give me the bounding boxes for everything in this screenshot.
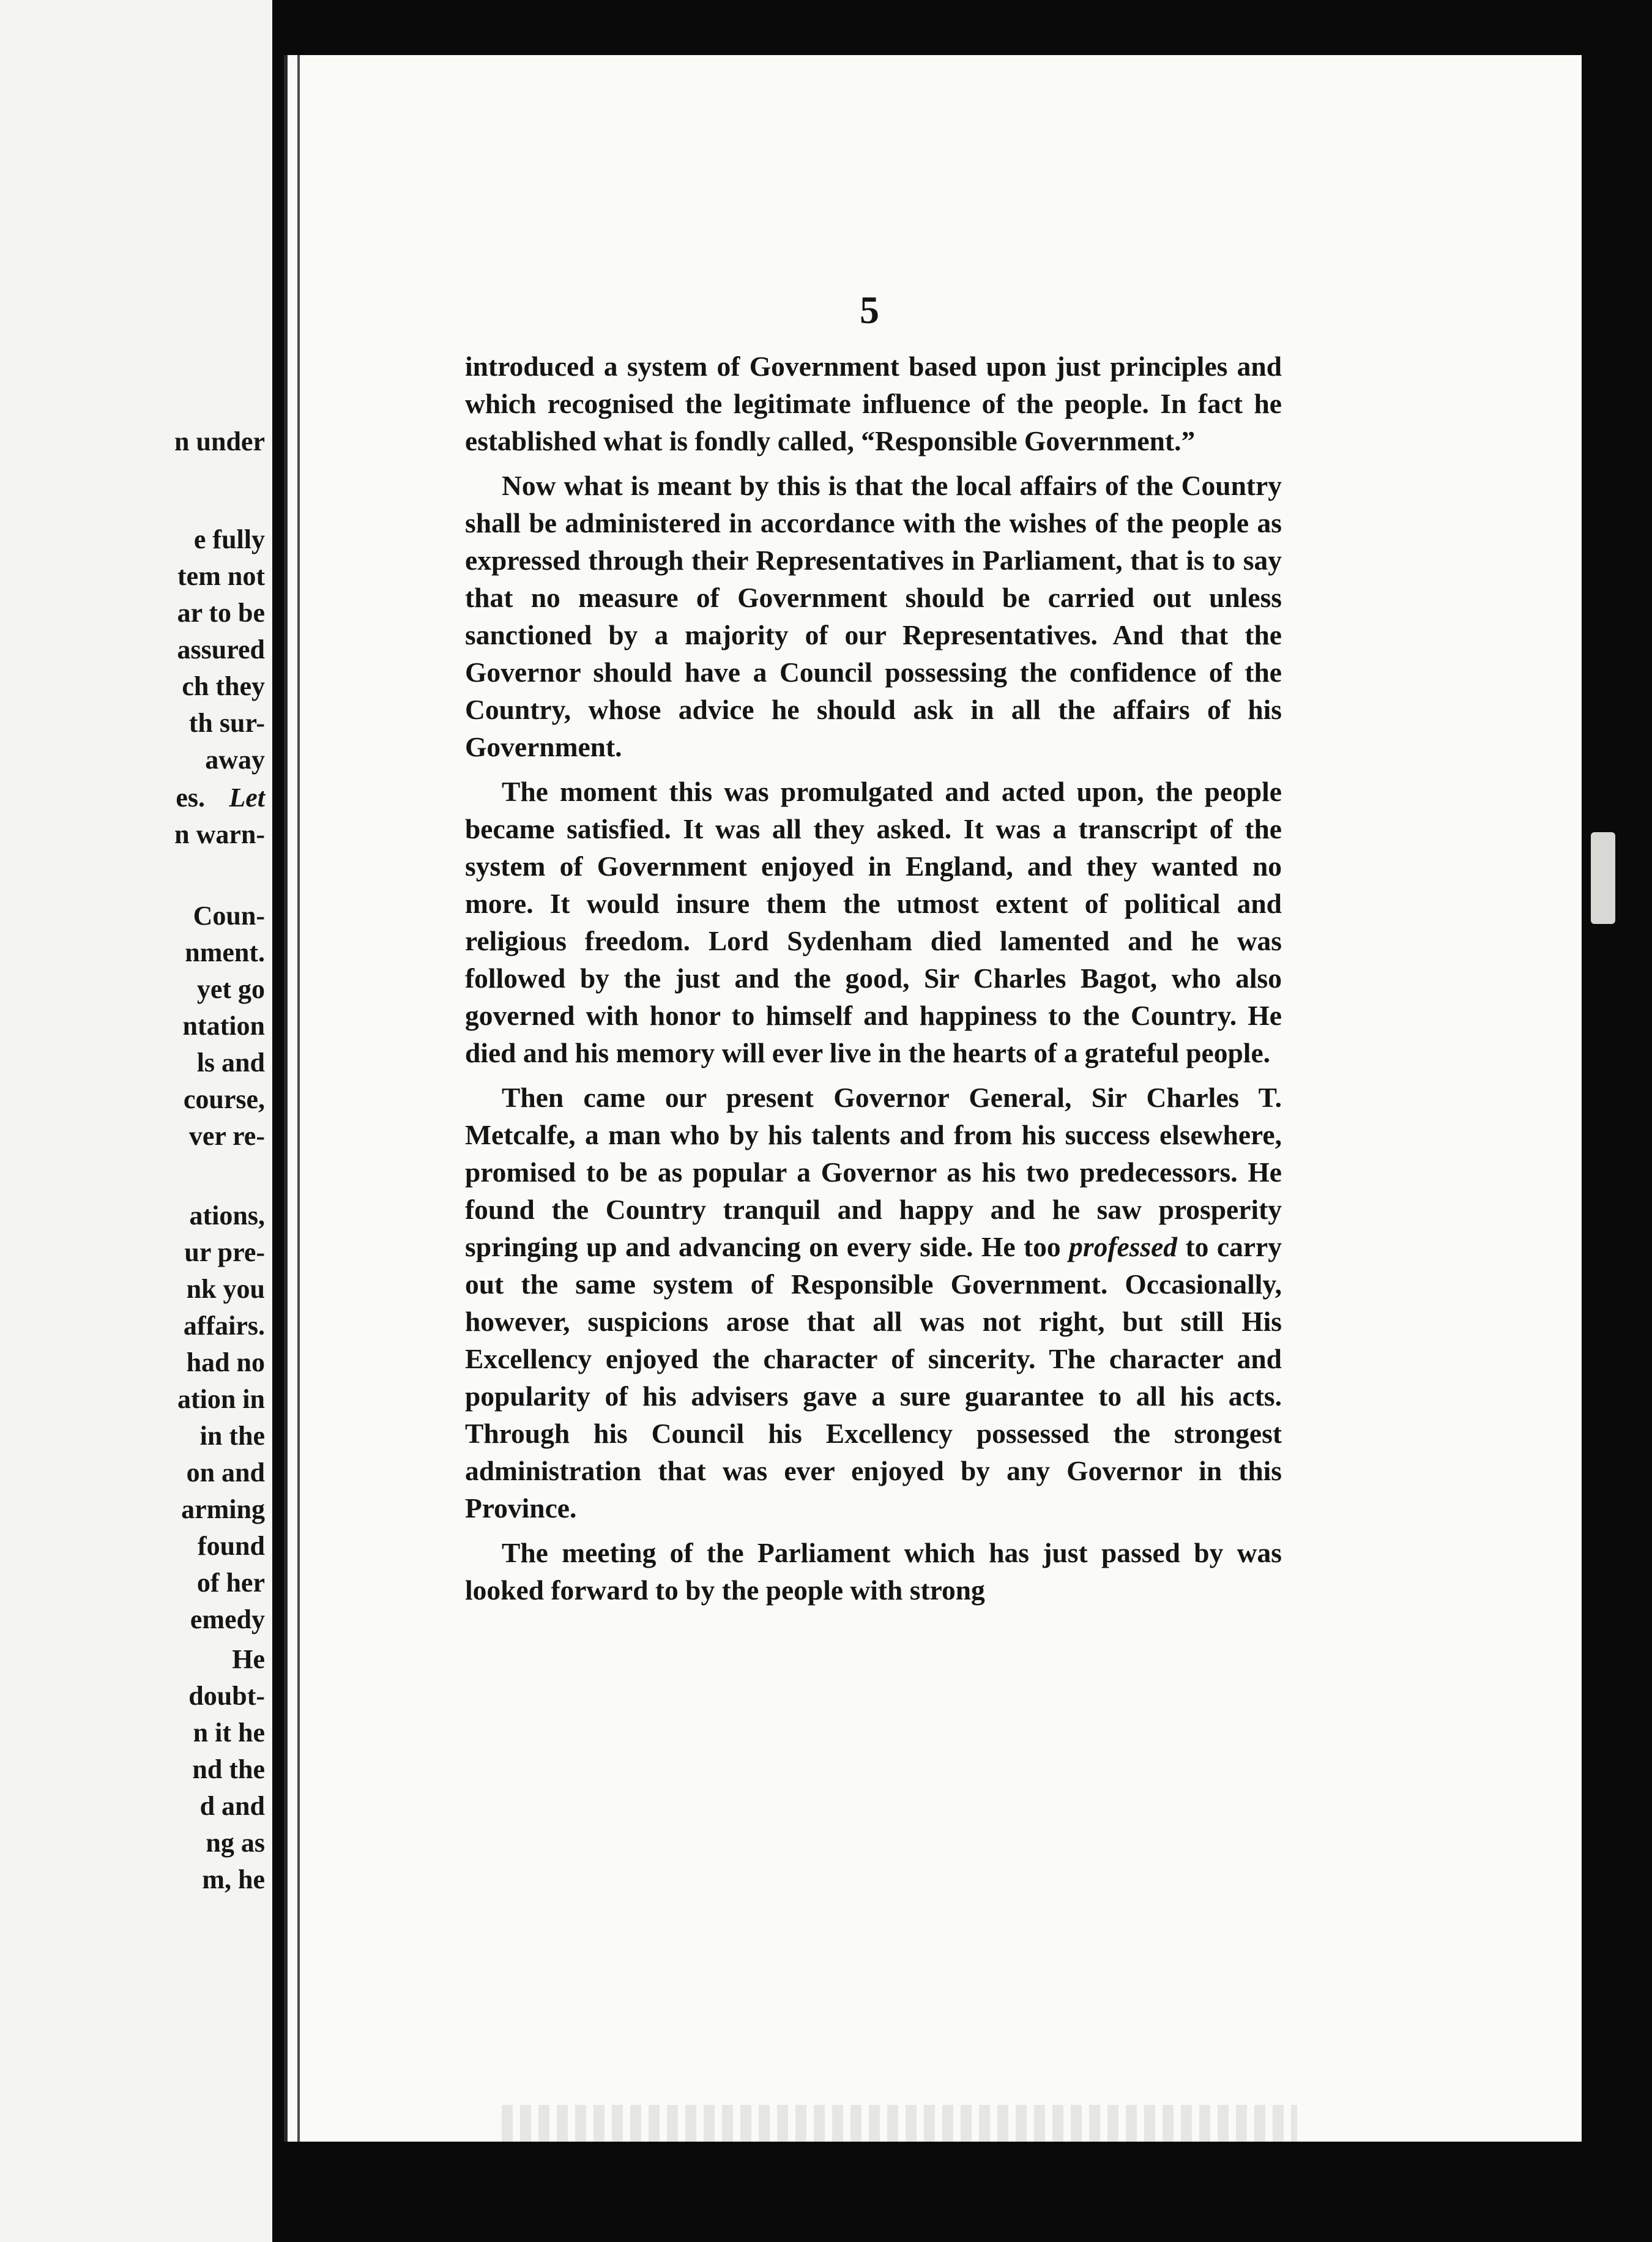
previous-page-line: n warn- [174, 819, 265, 849]
previous-page-line: emedy [190, 1604, 265, 1634]
paragraph-5: The meeting of the Parliament which has just passed by was looked forward to by the people with strong [465, 1537, 1282, 1606]
previous-page-line: arming [181, 1494, 265, 1524]
previous-page-line: away [205, 745, 265, 775]
previous-page-line: in the [199, 1421, 265, 1451]
previous-page-line: nk you [186, 1274, 265, 1304]
previous-page-line: Let [229, 783, 265, 813]
scan-border-right [1582, 0, 1652, 2242]
paragraph-4-text-b: to carry out the same system of Responsible Government. Occasionally, however, suspicions arose that all was not right, but still His Excellency enjoyed the character of sincerity. The character and popularity of his advisers gave a sure guarantee to all his acts. Through his Council his Excellency possessed the strongest administration that was ever enjoyed by any Governor in this Province. [465, 1231, 1282, 1524]
previous-page-line: ur pre- [184, 1237, 265, 1267]
paragraph-2: Now what is meant by this is that the local affairs of the Country shall be administered in accordance with the wishes of the people as expressed through their Representatives in Parliament, that is to say that no measure of Government should be carried out unless sanctioned by a majority of our Representatives. And that the Governor should have a Council possessing the confidence of the Country, whose advice he should ask in all the affairs of his Government. [465, 470, 1282, 762]
page-body [465, 348, 1282, 1616]
previous-page-line: ch they [182, 671, 265, 701]
previous-page-line: doubt- [188, 1681, 265, 1711]
previous-page-fragment [0, 0, 272, 2242]
previous-page-line: ar to be [177, 598, 265, 628]
previous-page-line: tem not [177, 561, 265, 591]
paragraph-3: The moment this was promulgated and acted upon, the people became satisfied. It was all they asked. It was a transcript of the system of Government enjoyed in England, and they wanted no more. It would insure them the utmost extent of political and religious freedom. Lord Sydenham died lamented and he was followed by the just and the good, Sir Charles Bagot, who also governed with honor to himself and happiness to the Country. He died and his memory will ever live in the hearts of a grateful people. [465, 776, 1282, 1068]
previous-page-line: d and [199, 1791, 265, 1821]
previous-page-line: found [197, 1531, 265, 1561]
previous-page-line: yet go [196, 974, 265, 1004]
paragraph-4-text-a: Then came our present Governor General, Sir Charles T. Metcalfe, a man who by his talents and from his success elsewhere, promised to be as popular a Governor as his two predecessors. He found the Country tranquil and happy and he saw prosperity springing up and advancing on every side. He too [465, 1082, 1282, 1262]
previous-page-line: n it he [193, 1718, 265, 1748]
previous-page-line: course, [183, 1084, 265, 1114]
previous-page-line: ations, [189, 1201, 265, 1231]
previous-page-line: nd the [192, 1754, 265, 1784]
previous-page-line: ls and [196, 1048, 265, 1078]
previous-page-lines [0, 0, 272, 2242]
previous-page-line: es. [176, 783, 205, 813]
previous-page-line: of her [196, 1568, 265, 1598]
paragraph-4-italic: professed [1069, 1231, 1178, 1262]
previous-page-line: e fully [193, 524, 265, 554]
previous-page-line: on and [186, 1458, 265, 1488]
previous-page-line: n under [174, 426, 265, 456]
previous-page-line: m, he [202, 1864, 265, 1894]
previous-page-line: affairs. [183, 1311, 265, 1341]
page-number: 5 [860, 288, 879, 332]
previous-page-line: th sur- [188, 708, 265, 738]
paragraph-1: introduced a system of Government based upon just principles and which recognised the legitimate influence of the people. In fact he established what is fondly called, “Responsible Government.” [465, 351, 1282, 456]
previous-page-line: Coun- [193, 901, 265, 931]
previous-page-line: He [232, 1644, 265, 1674]
paragraph-4 [465, 1079, 1282, 1527]
previous-page-line: had no [186, 1347, 265, 1377]
bleed-through-text [502, 2105, 1297, 2154]
previous-page-line: ver re- [188, 1121, 265, 1151]
page-tab-mark [1591, 832, 1615, 924]
previous-page-line: nment. [185, 937, 265, 967]
previous-page-line: ation in [177, 1384, 265, 1414]
previous-page-line: ntation [182, 1011, 265, 1041]
previous-page-line: assured [177, 635, 265, 665]
previous-page-line: ng as [206, 1828, 265, 1858]
